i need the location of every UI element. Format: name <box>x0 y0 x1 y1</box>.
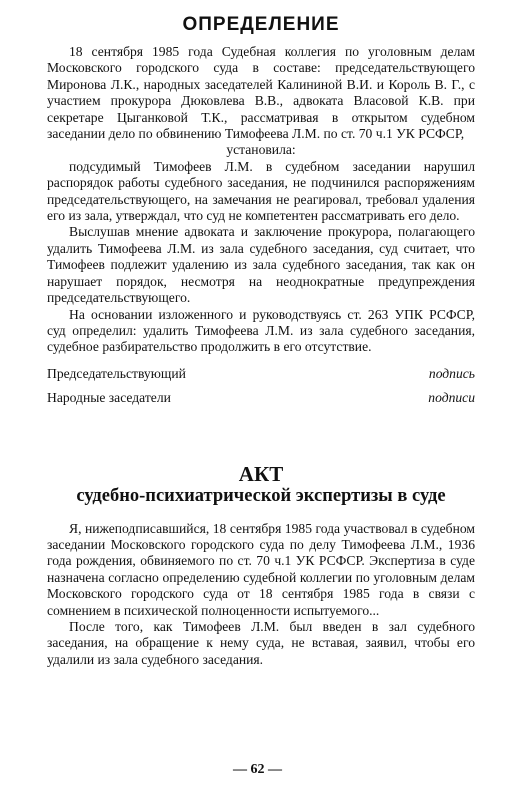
page-number: — 62 — <box>233 762 282 777</box>
act-body <box>47 521 475 669</box>
signature-line-assessors <box>47 390 475 406</box>
signature-mark: подписи <box>428 390 475 406</box>
decision-intro: 18 сентября 1985 года Судебная коллегия по уголовным делам Московского городского суда в составе: председательствующего Миронова Л.К., народных заседателей Калининой В.И. и Король В. Г., с участием прокурора Дюковлева В.В., адвоката Власовой К.В. при секретаре Цыганковой Т.К., рассматривая в открытом судебном заседании дело по обвинению Тимофеева Л.М. по ст. 70 ч.1 УК РСФСР, <box>47 44 475 142</box>
signature-role: Председательствующий <box>47 365 186 381</box>
decision-paragraph: Выслушав мнение адвоката и заключение прокурора, полагающего удалить Тимофеева Л.М. из зала судебного заседания, суд считает, что Тимофеев подлежит удалению из зала судебного заседания, так как он нарушает порядок, несмотря на неоднократные предупреждения председательствующего. <box>47 224 475 306</box>
decision-title: ОПРЕДЕЛЕНИЕ <box>182 14 340 35</box>
signature-mark: подпись <box>428 365 475 381</box>
signature-line-presiding <box>47 366 475 382</box>
act-paragraph: Я, нижеподписавшийся, 18 сентября 1985 года участвовал в судебном заседании Московского городского суда по делу Тимофеева Л.М., 1936 года рождения, обвиняемого по ст. 70 ч.1 УК РСФСР. Экспертиза в суде назначена согласно определению судебной коллегии по уголовным делам Московского городского суда от 18 сентября 1985 года в связи с сомнением в психической полноценности испытуемого... <box>47 520 475 618</box>
decision-body <box>47 44 475 407</box>
act-title: АКТ <box>238 461 284 486</box>
signature-role: Народные заседатели <box>47 390 171 406</box>
decision-paragraph: подсудимый Тимофеев Л.М. в судебном заседании нарушил распорядок работы судебного заседания, не подчинился распоряжениям председательствующего, на замечания не реагировал, требовал удаления его из зала, утверждал, что суд не компетентен рассматривать его дело. <box>47 158 475 224</box>
act-paragraph: После того, как Тимофеев Л.М. был введен в зал судебного заседания, на обращение к нему суда, не вставая, заявил, чтобы его удалили из зала судебного заседания. <box>47 618 475 667</box>
act-subtitle: судебно-психиатрической экспертизы в суде <box>76 485 446 506</box>
decision-established: установила: <box>226 142 296 158</box>
decision-paragraph: На основании изложенного и руководствуясь ст. 263 УПК РСФСР, суд определил: удалить Тимофеева Л.М. из зала судебного заседания, судебное разбирательство продолжить в его отсутствие. <box>47 306 475 355</box>
